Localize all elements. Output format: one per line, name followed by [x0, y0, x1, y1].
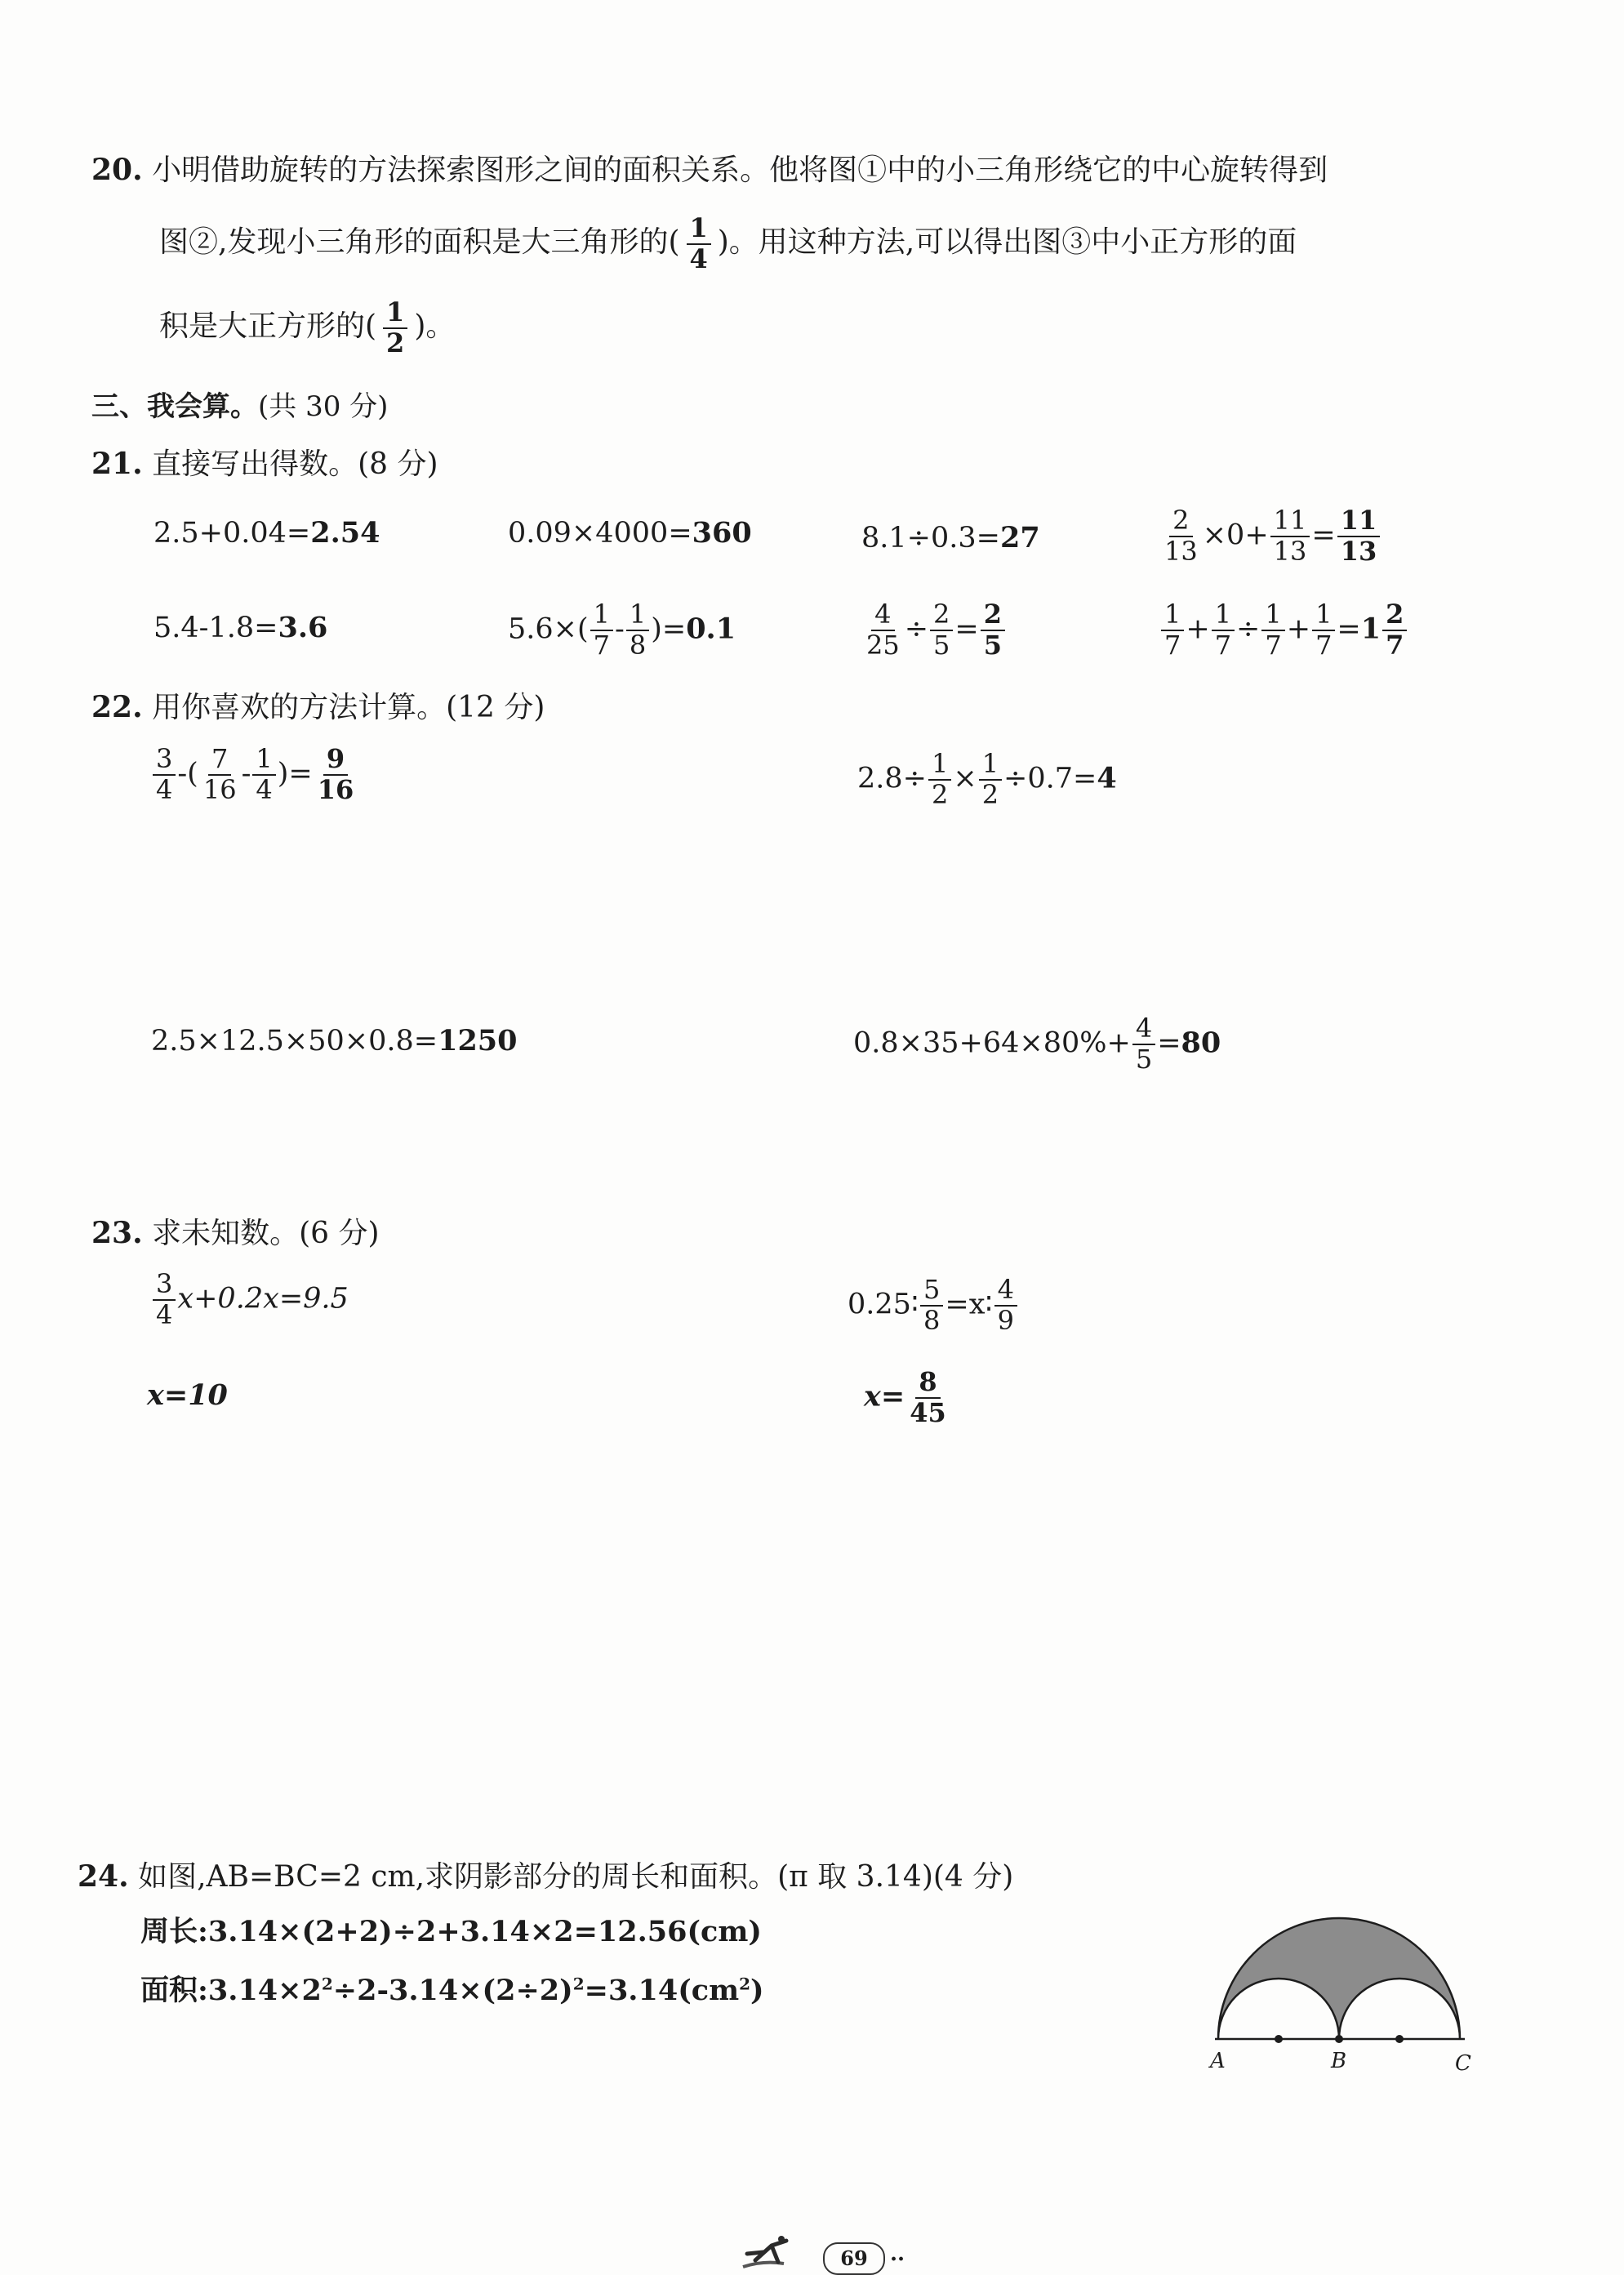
q23-ans1: x=10	[147, 1378, 228, 1412]
page-number: 69	[823, 2242, 885, 2275]
page-dots-decoration: ··	[890, 2247, 905, 2272]
q23-points: (6 分)	[299, 1217, 380, 1250]
q23-eq2: 0.25∶ $\frac{5}{8}$ =x∶ $\frac{4}{9}$	[848, 1276, 1019, 1336]
q20-text-3b: )。	[414, 309, 456, 343]
q23-eq1: $\frac{3}{4}$ x+0.2x=9.5	[151, 1270, 349, 1330]
q21-r2c1: 5.4-1.8=3.6	[154, 611, 328, 644]
q23-title: 求未知数。	[152, 1217, 300, 1250]
q22-e4: 0.8×35+64×80%+ $\frac{4}{5}$ =80	[853, 1013, 1221, 1075]
q20-line3	[159, 298, 455, 358]
section-3-heading	[91, 384, 388, 424]
q22-heading	[91, 684, 545, 726]
q21-r2c4: $\frac{1}{7}$ + $\frac{1}{7}$ ÷ $\frac{1}{7}$ + $\frac{1}{7}$ =1 $\frac{2}{7}$	[1159, 600, 1408, 661]
q24-text: 如图,AB=BC=2 cm,求阴影部分的周长和面积。(π 取 3.14)(4 分)	[138, 1860, 1014, 1894]
shaded-region	[1218, 1918, 1460, 2039]
q22-title: 用你喜欢的方法计算。	[152, 691, 447, 724]
q21-points: (8 分)	[358, 447, 438, 481]
section-3-title: 三、我会算。	[91, 390, 258, 423]
center-dot-left	[1275, 2035, 1283, 2043]
q22-e1: $\frac{3}{4}$ -( $\frac{7}{16}$ - $\frac{1}{4}$ )= $\frac{9}{16}$	[151, 745, 358, 805]
q21-r1c3: 8.1÷0.3=27	[861, 521, 1040, 554]
q20-answer-1: $\frac{1}{4}$	[687, 214, 711, 274]
q21-number: 21.	[91, 447, 143, 481]
q24-number: 24.	[78, 1859, 129, 1894]
q22-e3: 2.5×12.5×50×0.8=1250	[151, 1024, 518, 1057]
q20-line2	[159, 214, 1297, 274]
q24-heading	[78, 1854, 1013, 1895]
q20-line1	[91, 147, 1328, 189]
q21-heading	[91, 441, 438, 483]
q20-answer-2: $\frac{1}{2}$	[383, 298, 407, 358]
q20-text-2a: 图②,发现小三角形的面积是大三角形的(	[159, 225, 680, 259]
point-b-dot	[1335, 2035, 1343, 2043]
q21-r2c2: 5.6×( $\frac{1}{7}$ - $\frac{1}{8}$ )=0.1	[508, 599, 736, 661]
q21-r1c4: $\frac{2}{13}$ ×0+ $\frac{11}{13}$ = $\frac{11}{13}$	[1159, 506, 1382, 567]
label-a: A	[1210, 2049, 1226, 2073]
q23-heading	[91, 1210, 380, 1252]
q21-r2c3: $\frac{4}{25}$ ÷ $\frac{2}{5}$ = $\frac{2}{5}$	[861, 600, 1007, 661]
q21-title: 直接写出得数。	[152, 447, 358, 481]
q22-points: (12 分)	[446, 691, 545, 724]
q21-r1c1: 2.5+0.04=2.54	[154, 516, 380, 550]
label-c: C	[1455, 2051, 1471, 2076]
section-3-points: (共 30 分)	[258, 390, 389, 423]
q20-number: 20.	[91, 153, 143, 187]
q20-text-3a: 积是大正方形的(	[159, 309, 377, 343]
q24-area: 面积$:3.14\times 2^2\div 2-3.14\times(2\div 2)^2=3.14(cm^2)$	[140, 1974, 764, 2007]
q23-ans2: x= $\frac{8}{45}$	[864, 1366, 946, 1428]
q24-figure	[1200, 1845, 1494, 2082]
q22-e2: 2.8÷ $\frac{1}{2}$ × $\frac{1}{2}$ ÷0.7=4	[857, 748, 1117, 810]
q20-text-2b: )。用这种方法,可以得出图③中小正方形的面	[717, 225, 1297, 259]
q22-number: 22.	[91, 690, 143, 724]
q24-perimeter: 周长:3.14×(2+2)÷2+3.14×2=12.56(cm)	[140, 1915, 762, 1948]
q20-text-1: 小明借助旋转的方法探索图形之间的面积关系。他将图①中的小三角形绕它的中心旋转得到	[152, 154, 1328, 187]
q21-r1c2: 0.09×4000=360	[508, 516, 752, 550]
runner-logo-icon	[739, 2236, 812, 2273]
q23-number: 23.	[91, 1216, 143, 1250]
center-dot-right	[1395, 2035, 1404, 2043]
label-b: B	[1331, 2049, 1347, 2073]
